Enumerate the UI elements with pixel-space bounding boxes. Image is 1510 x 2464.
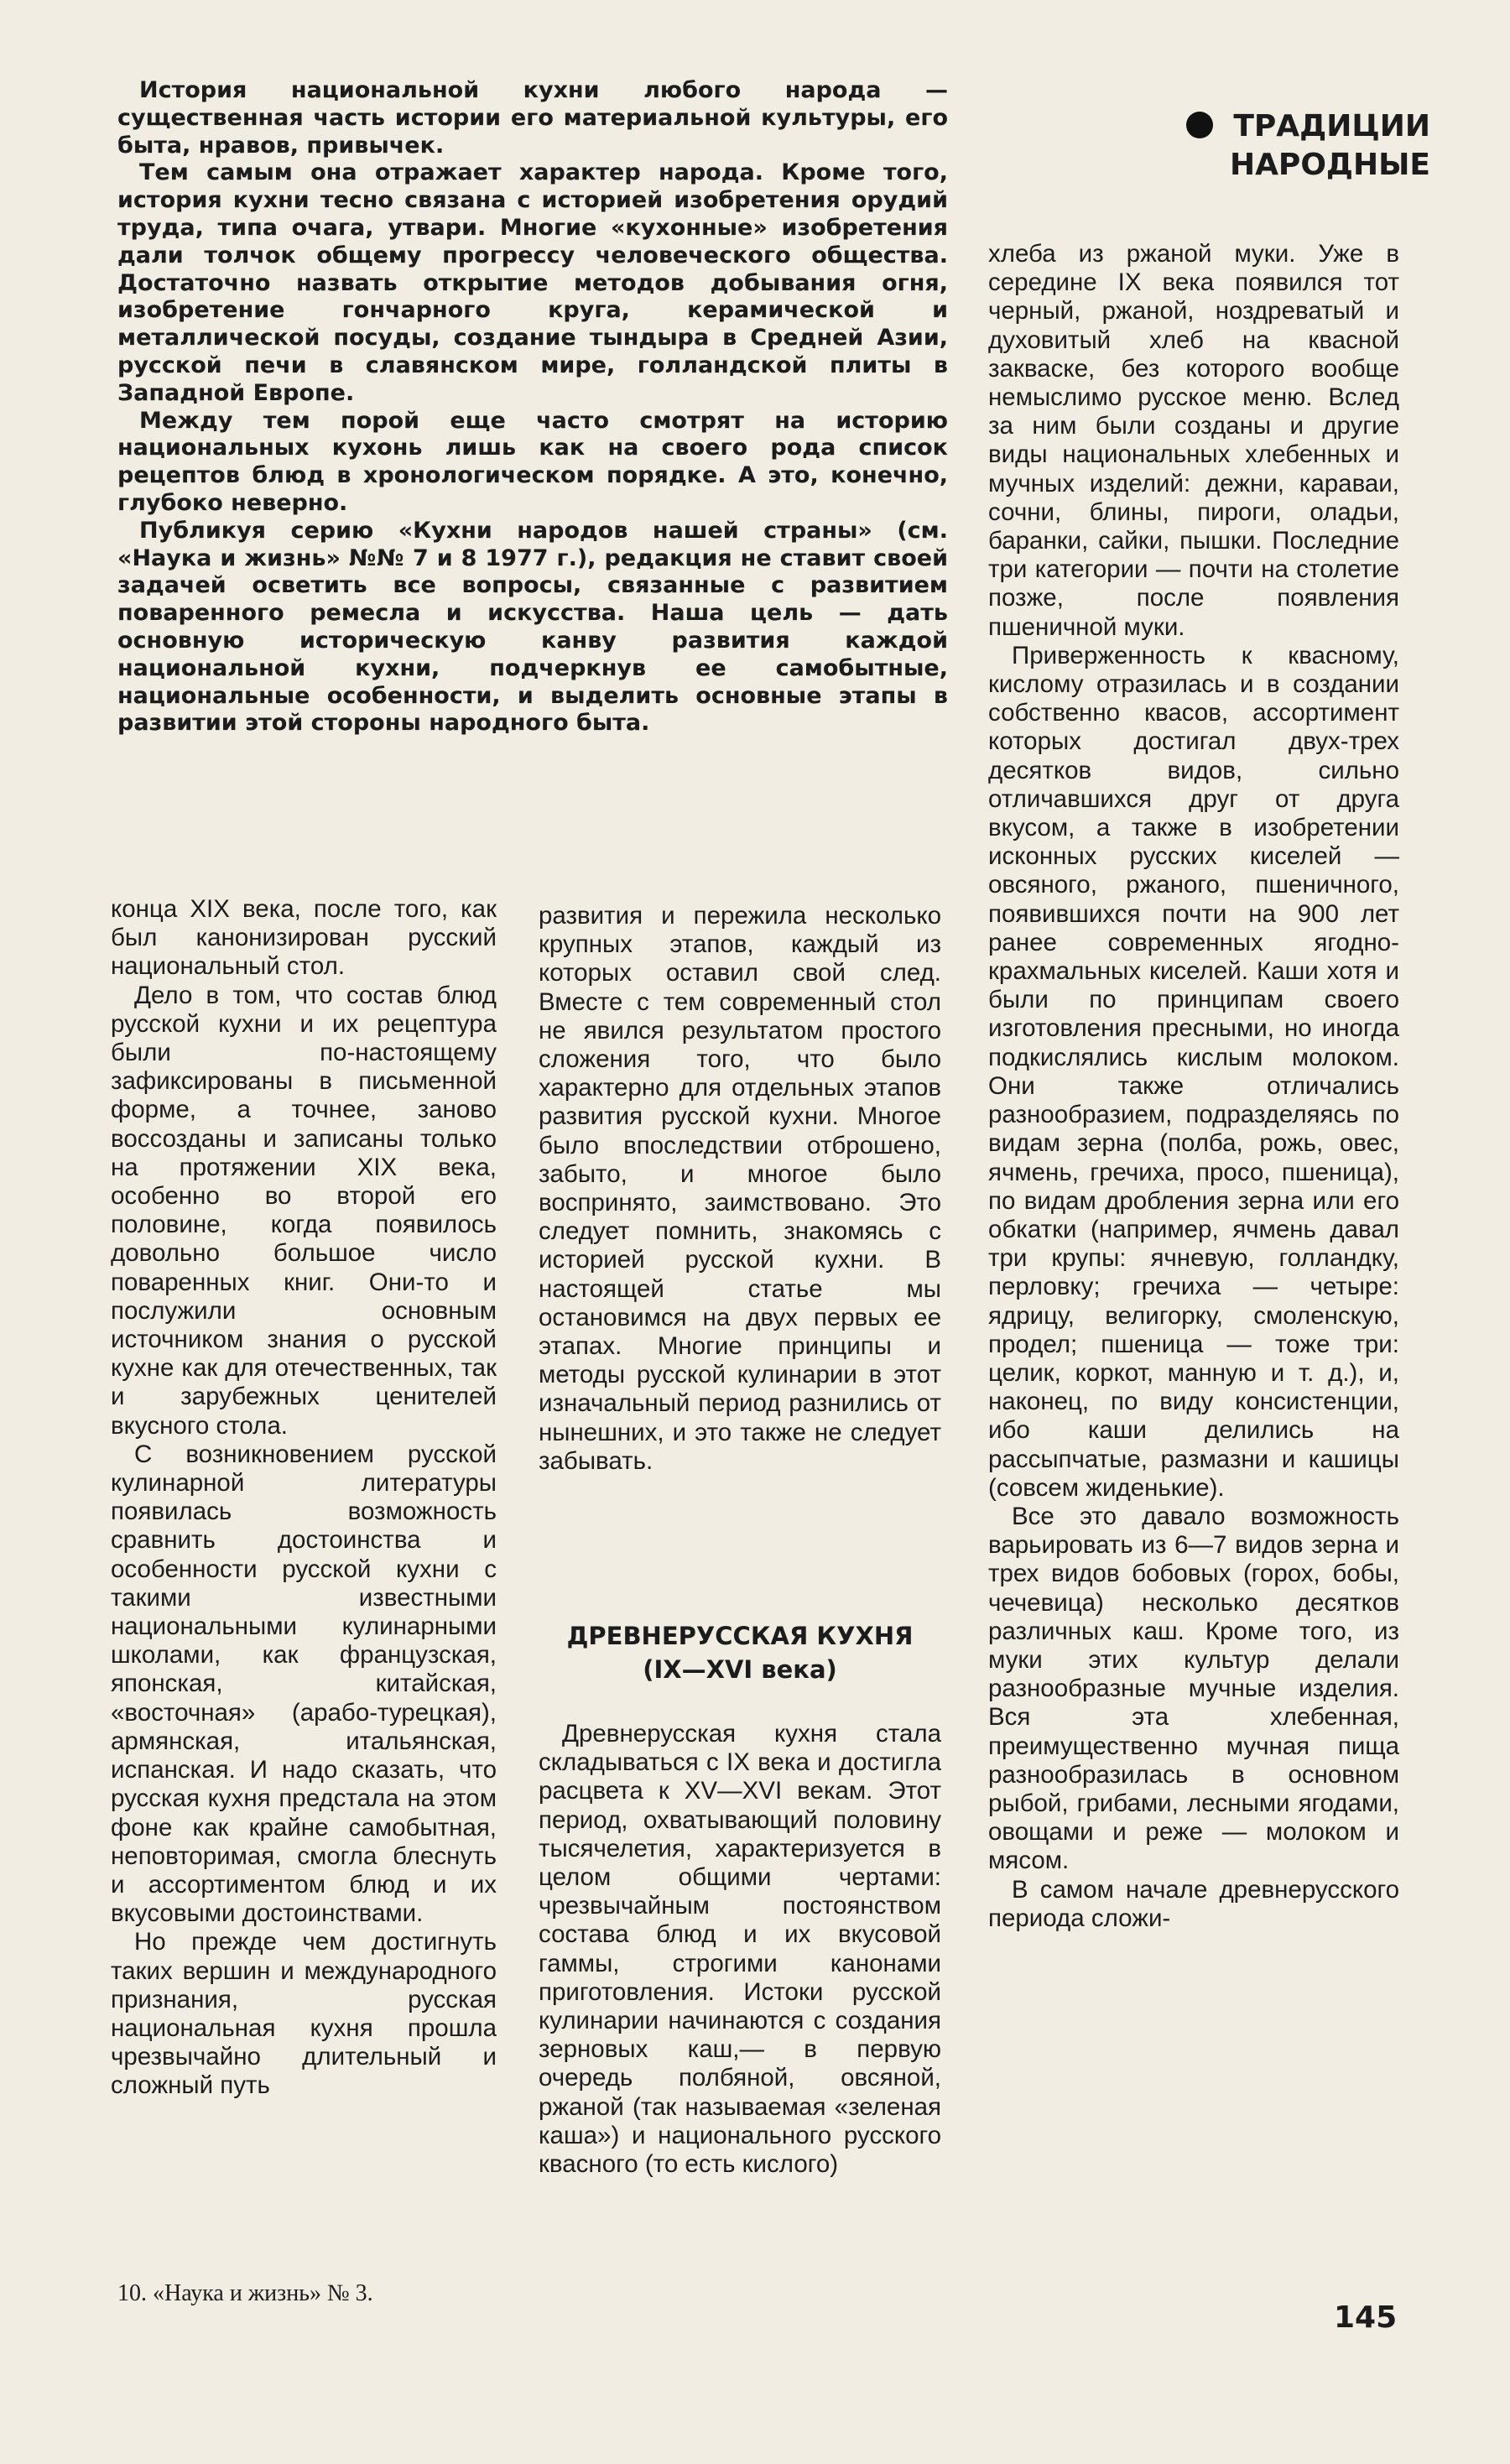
body-paragraph: Древнерусская кухня стала складываться с IX века и достигла расцвета к XV—XVI векам. Этот период, охватывающий половину тысячелетия, характеризуется в целом общими чертами: чрезвычайным постоянством состава блюд и их вкусовой гаммы, строгими канонами приготовления. Истоки русской кулинарии начинаются с создания зерновых каш,— в первую очередь полбяной, овсяной, ржаной (так называемая «зеленая каша») и национального русского квасного (то есть кислого) [539, 1720, 941, 2179]
body-paragraph: конца XIX века, после того, как был канонизирован русский национальный стол. [111, 895, 497, 981]
section-heading-period: (IX—XVI века) [643, 1655, 837, 1684]
section-rubric [1179, 107, 1430, 185]
body-paragraph: С возникновением русской кулинарной литературы появилась возможность сравнить достоинства и особенности русской кухни с такими известными национальными кулинарными школами, как французская, японская, китайская, «восточная» (арабо-турецкая), армянская, итальянская, испанская. И надо сказать, что русская кухня предстала на этом фоне как крайне самобытная, неповторимая, смогла блеснуть и ассортиментом блюд и их вкусовыми достоинствами. [111, 1440, 497, 1928]
rubric-line-1: ТРАДИЦИИ [1179, 107, 1430, 146]
body-paragraph: Дело в том, что состав блюд русской кухни и их рецептура были по-настоящему зафиксированы в письменной форме, а точнее, заново воссозданы и записаны только на протяжении XIX века, особенно во второй его половине, когда появилось довольно большое число поваренных книг. Они-то и послужили основным источником знания о русской кухне как для отечественных, так и зарубежных ценителей вкусного стола. [111, 981, 497, 1440]
section-heading-title: ДРЕВНЕРУССКАЯ КУХНЯ [566, 1622, 914, 1650]
text-column-middle-bottom [539, 1720, 941, 2265]
lead-paragraphs [117, 77, 948, 737]
body-paragraph: развития и пережила несколько крупных этапов, каждый из которых оставил свой след. Вместе с тем современный стол не явился результатом простого сложения того, что было характерно для отдельных этапов развития русской кухни. Многое было впоследствии отброшено, забыто, и многое было воспринято, заимствовано. Это следует помнить, знакомясь с историей русской кухни. В настоящей статье мы остановимся на двух первых ее этапах. Многие принципы и методы русской кулинарии в этот изначальный период разнились от нынешних, и это также не следует забывать. [539, 902, 941, 1475]
lead-paragraph: Тем самым она отражает характер народа. Кроме того, история кухни тесно связана с историей изобретения орудий труда, типа очага, утвари. Многие «кухонные» изобретения дали толчок общему прогрессу человеческого общества. Достаточно назвать открытие методов добывания огня, изобретение гончарного круга, керамической и металлической посуды, создание тындыра в Средней Азии, русской печи в славянском мире, голландской плиты в Западной Европе. [117, 159, 948, 406]
body-paragraph: Приверженность к квасному, кислому отразилась и в создании собственно квасов, ассортимент которых достигал двух-трех десятков видов, сильно отличавшихся друг от друга вкусом, а также в изобретении исконных русских киселей — овсяного, ржаного, пшеничного, появившихся почти на 900 лет ранее современных ягодно-крахмальных киселей. Каши хотя и были по принципам своего изготовления пресными, но иногда подкислялись кислым молоком. Они также отличались разнообразием, подразделяясь по видам зерна (полба, рожь, овес, ячмень, гречиха, просо, пшеница), по видам дробления зерна или его обкатки (например, ячмень давал три крупы: ячневую, голландку, перловку; гречиха — четыре: ядрицу, велигорку, смоленскую, продел; пшеница — тоже три: целик, коркот, манную и т. д.), и, наконец, по виду консистенции, ибо каши делились на рассыпчатые, размазни и кашицы (совсем жиденькие). [988, 641, 1399, 1502]
rubric-line-2: НАРОДНЫЕ [1229, 148, 1430, 182]
body-paragraph: Но прежде чем достигнуть таких вершин и международного признания, русская национальная кухня прошла чрезвычайно длительный и сложный путь [111, 1928, 497, 2100]
body-paragraph: Все это давало возможность варьировать из 6—7 видов зерна и трех видов бобовых (горох, бобы, чечевица) несколько десятков различных каш. Кроме того, из муки этих культур делали разнообразные мучные изделия. Вся эта хлебенная, преимущественно мучная пища разнообразилась в основном рыбой, грибами, лесными ягодами, овощами и реже — молоком и мясом. [988, 1502, 1399, 1875]
section-heading [539, 1619, 941, 1686]
lead-paragraph: Публикуя серию «Кухни народов нашей страны» (см. «Наука и жизнь» №№ 7 и 8 1977 г.), редакция не ставит своей задачей осветить все вопросы, связанные с развитием поваренного ремесла и искусства. Наша цель — дать основную историческую канву развития каждой национальной кухни, подчеркнув ее самобытные, национальные особенности, и выделить основные этапы в развитии этой стороны народного быта. [117, 517, 948, 737]
bullet-dot-icon [1186, 112, 1213, 138]
page-number: 145 [1334, 2300, 1398, 2335]
body-paragraph: В самом начале древнерусского периода сложи- [988, 1875, 1399, 1932]
lead-paragraph: История национальной кухни любого народа — существенная часть истории его материальной культуры, его быта, нравов, привычек. [117, 77, 948, 159]
page-footer-signature: 10. «Наука и жизнь» № 3. [117, 2280, 373, 2306]
body-paragraph: хлеба из ржаной муки. Уже в середине IX века появился тот черный, ржаной, ноздреватый и духовитый хлеб на квасной закваске, без которого вообще немыслимо русское меню. Вслед за ним были созданы и другие виды национальных хлебенных и мучных изделий: дежни, караваи, сочни, блины, пироги, оладьи, баранки, сайки, пышки. Последние три категории — почти на столетие позже, после появления пшеничной муки. [988, 240, 1399, 641]
text-column-right [988, 240, 1399, 2258]
text-column-middle-top [539, 902, 941, 1573]
lead-paragraph: Между тем порой еще часто смотрят на историю национальных кухонь лишь как на своего рода список рецептов блюд в хронологическом порядке. А это, конечно, глубоко неверно. [117, 407, 948, 516]
text-column-left [111, 895, 497, 2271]
